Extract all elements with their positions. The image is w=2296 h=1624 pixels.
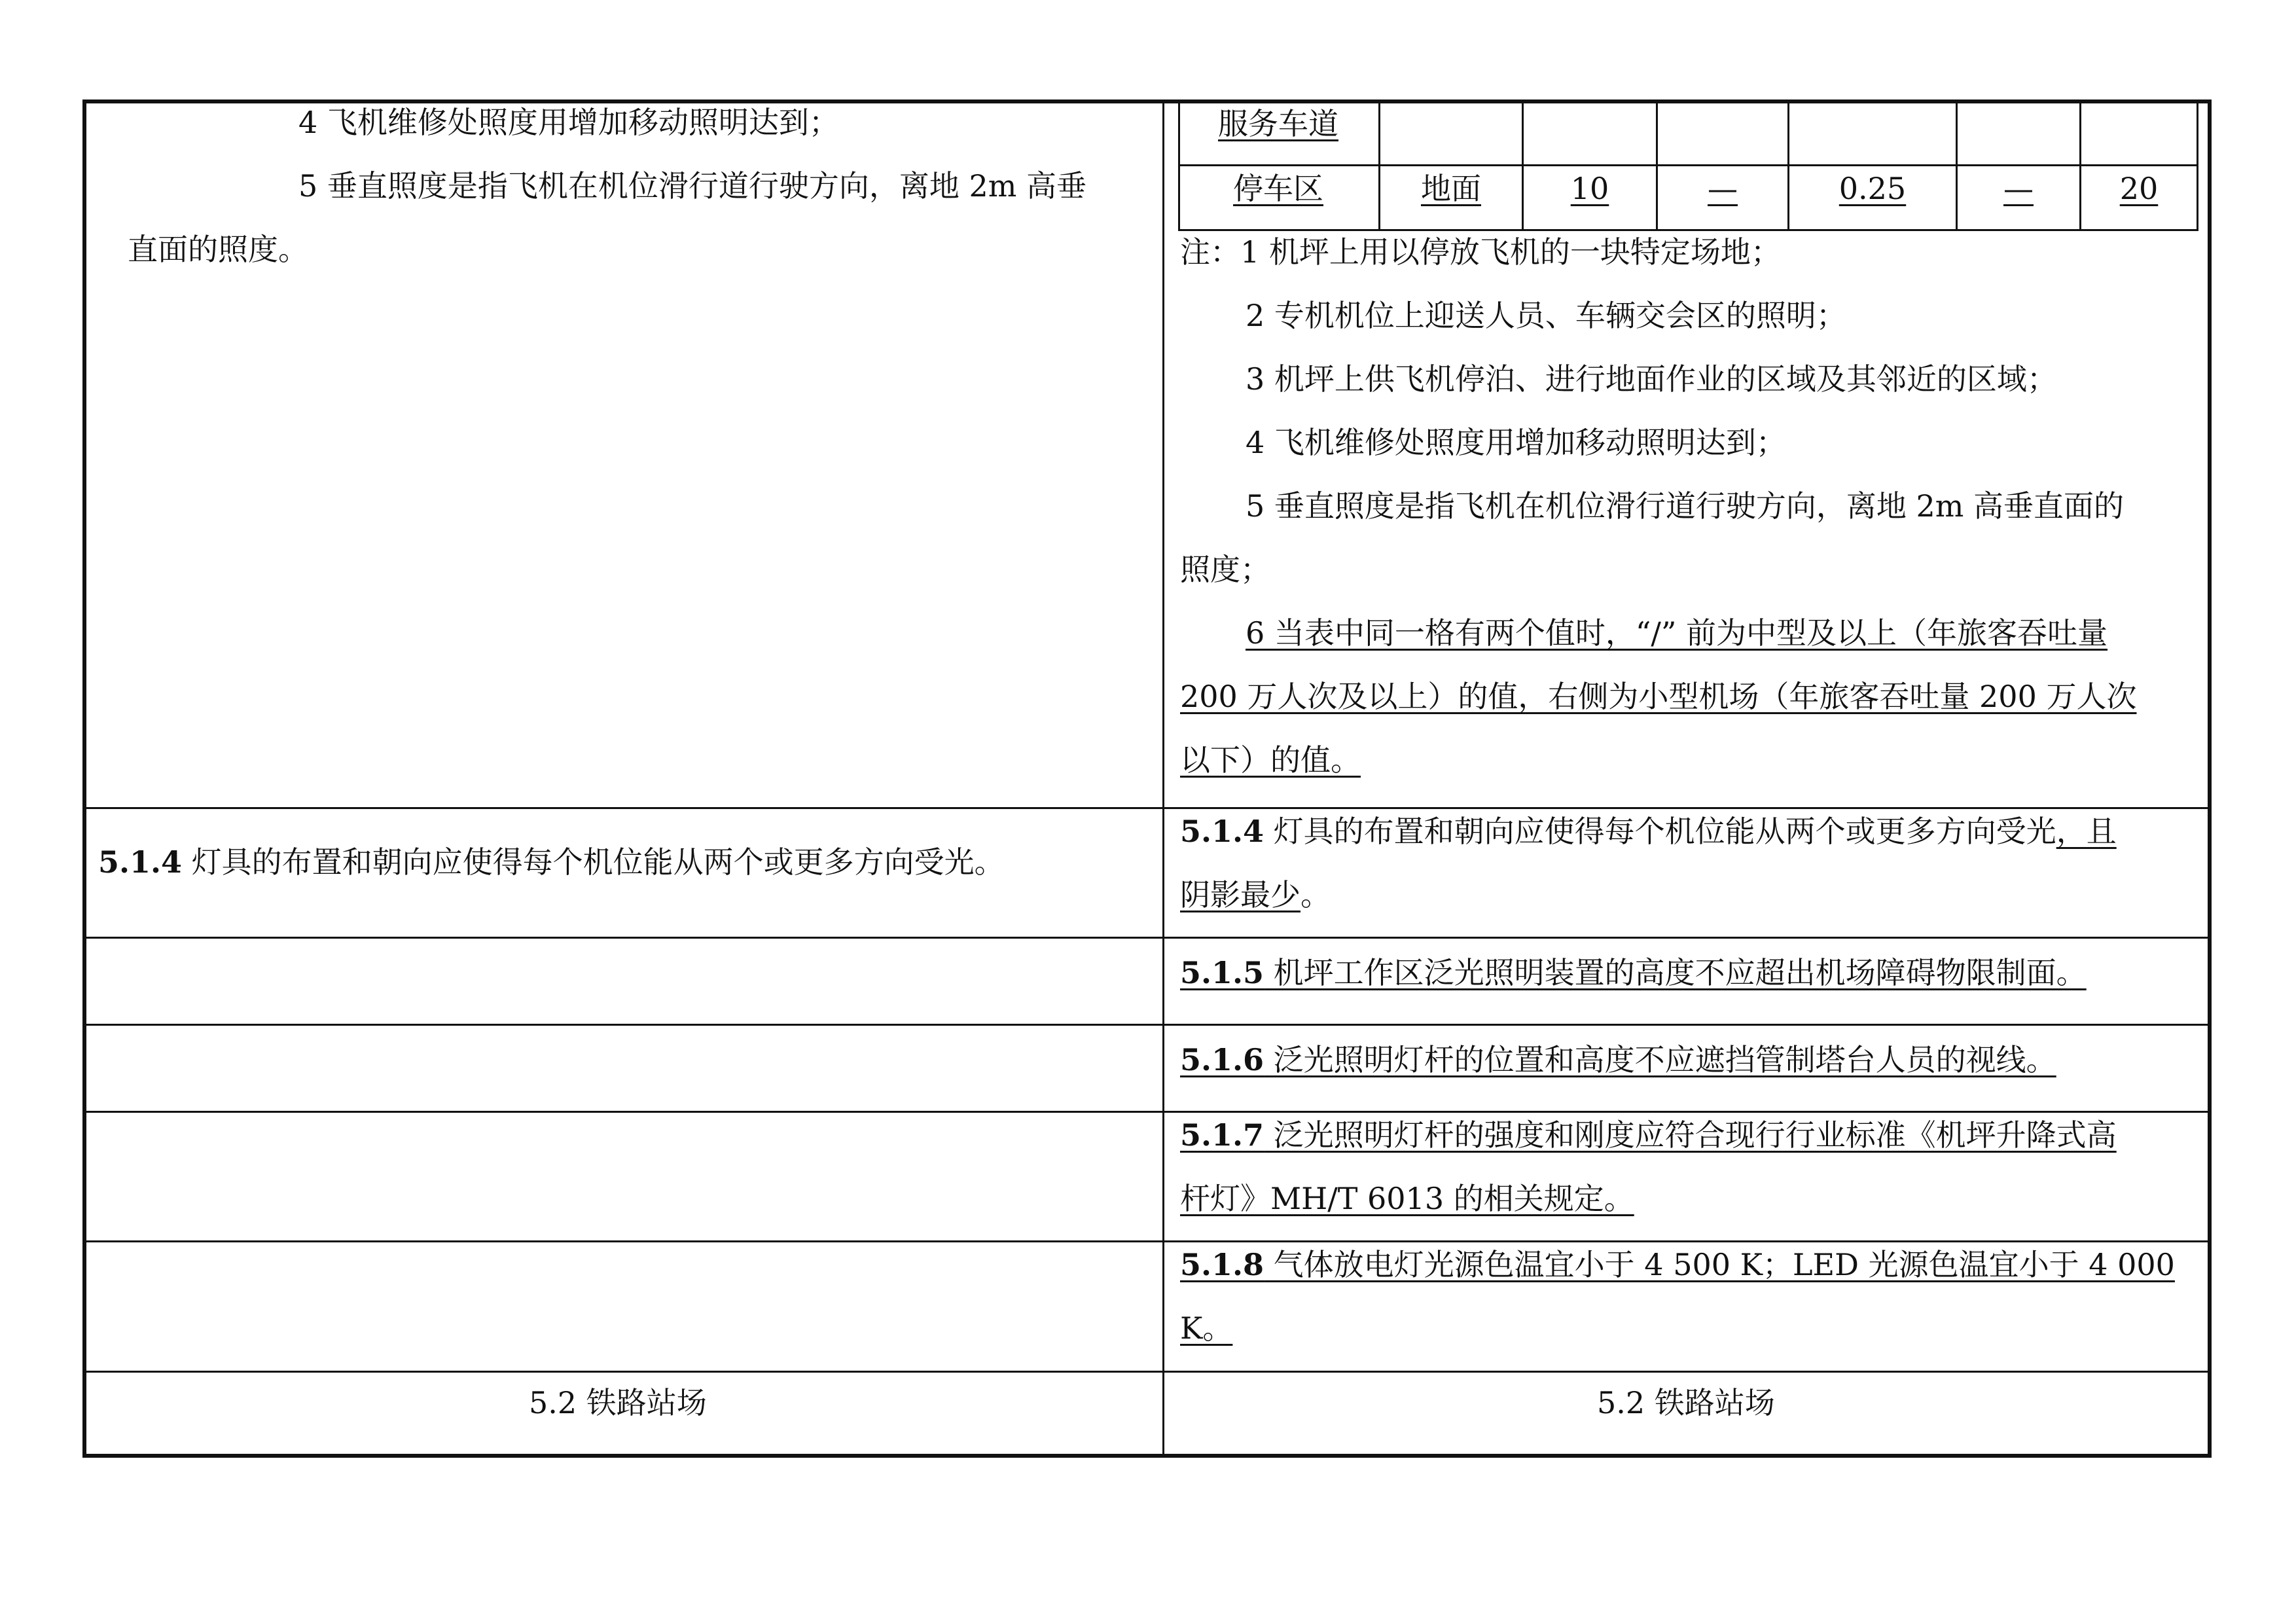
left-clause-514-text: 灯具的布置和朝向应使得每个机位能从两个或更多方向受光。 [182,844,1005,880]
right-note-5-line2: 照度； [1180,552,1270,587]
right-clause-518-number: 5.1.8 [1180,1247,1265,1282]
right-note-3: 3 机坪上供飞机停泊、进行地面作业的区域及其邻近的区域； [1246,361,2057,397]
right-clause-517-number: 5.1.7 [1180,1117,1265,1153]
right-note-4: 4 飞机维修处照度用增加移动照明达到； [1246,425,1786,460]
left-note-5-line1: 5 垂直照度是指飞机在机位滑行道行驶方向，离地 2m 高垂 [298,168,1087,204]
right-note-6-line3: 以下）的值。 [1180,742,1361,778]
row-divider-52 [82,1371,2212,1373]
table-cell: 服务车道 [1218,106,1338,141]
column-divider [1162,99,1164,1458]
left-clause-514-number: 5.1.4 [98,844,183,880]
table-cell: — [2003,171,2034,206]
right-note-6-line1: 6 当表中同一格有两个值时，“/” 前为中型及以上（年旅客吞吐量 [1246,615,2108,651]
right-clause-517-line1 [1180,1104,2117,1167]
table-cell: 0.25 [1839,171,1907,206]
right-clause-515-text: 机坪工作区泛光照明装置的高度不应超出机场障碍物限制面。 [1264,955,2087,990]
right-clause-518-text: 气体放电灯光源色温宜小于 4 500 K；LED 光源色温宜小于 4 000 [1264,1247,2175,1282]
right-clause-516 [1180,1028,2056,1092]
right-clause-517-text: 泛光照明灯杆的强度和刚度应符合现行行业标准《机坪升降式高 [1264,1117,2117,1153]
right-clause-516-text: 泛光照明灯杆的位置和高度不应遮挡管制塔台人员的视线。 [1264,1042,2056,1077]
left-section-52: 5.2 铁路站场 [529,1385,707,1420]
right-clause-517-line2: 杆灯》MH/T 6013 的相关规定。 [1180,1181,1634,1216]
right-clause-515-number: 5.1.5 [1180,955,1265,990]
table-cell: 地面 [1421,171,1481,206]
right-clause-514-added-2: 阴影最少 [1180,877,1300,912]
right-clause-514-text: 灯具的布置和朝向应使得每个机位能从两个或更多方向受光 [1264,814,2056,849]
table-cell: 10 [1570,171,1609,206]
right-note-5-line1: 5 垂直照度是指飞机在机位滑行道行驶方向，离地 2m 高垂直面的 [1246,488,2125,524]
row-divider-515 [82,937,2212,939]
right-clause-514-line1 [1180,800,2117,863]
table-cell: 停车区 [1233,171,1323,206]
table-cell: 20 [2119,171,2159,206]
table-cell: — [1708,171,1738,206]
right-clause-514-added: ，且 [2056,814,2117,849]
left-note-4: 4 飞机维修处照度用增加移动照明达到； [298,105,839,140]
right-note-2: 2 专机机位上迎送人员、车辆交会区的照明； [1246,298,1846,333]
right-note-6-line2: 200 万人次及以上）的值，右侧为小型机场（年旅客吞吐量 200 万人次 [1180,679,2137,714]
left-clause-514 [98,831,1005,894]
right-note-1: 注：1 机坪上用以停放飞机的一块特定场地； [1180,234,1781,270]
right-clause-518-line2: K。 [1180,1310,1233,1346]
left-note-5-line2: 直面的照度。 [128,232,308,267]
right-clause-516-number: 5.1.6 [1180,1042,1265,1077]
row-divider-516 [82,1024,2212,1026]
right-clause-518-line1 [1180,1233,2175,1297]
right-clause-514-line2 [1180,863,1331,927]
right-section-52: 5.2 铁路站场 [1597,1385,1775,1420]
right-clause-514-number: 5.1.4 [1180,814,1265,849]
right-clause-514-end: 。 [1300,877,1331,912]
right-clause-515 [1180,941,2087,1005]
